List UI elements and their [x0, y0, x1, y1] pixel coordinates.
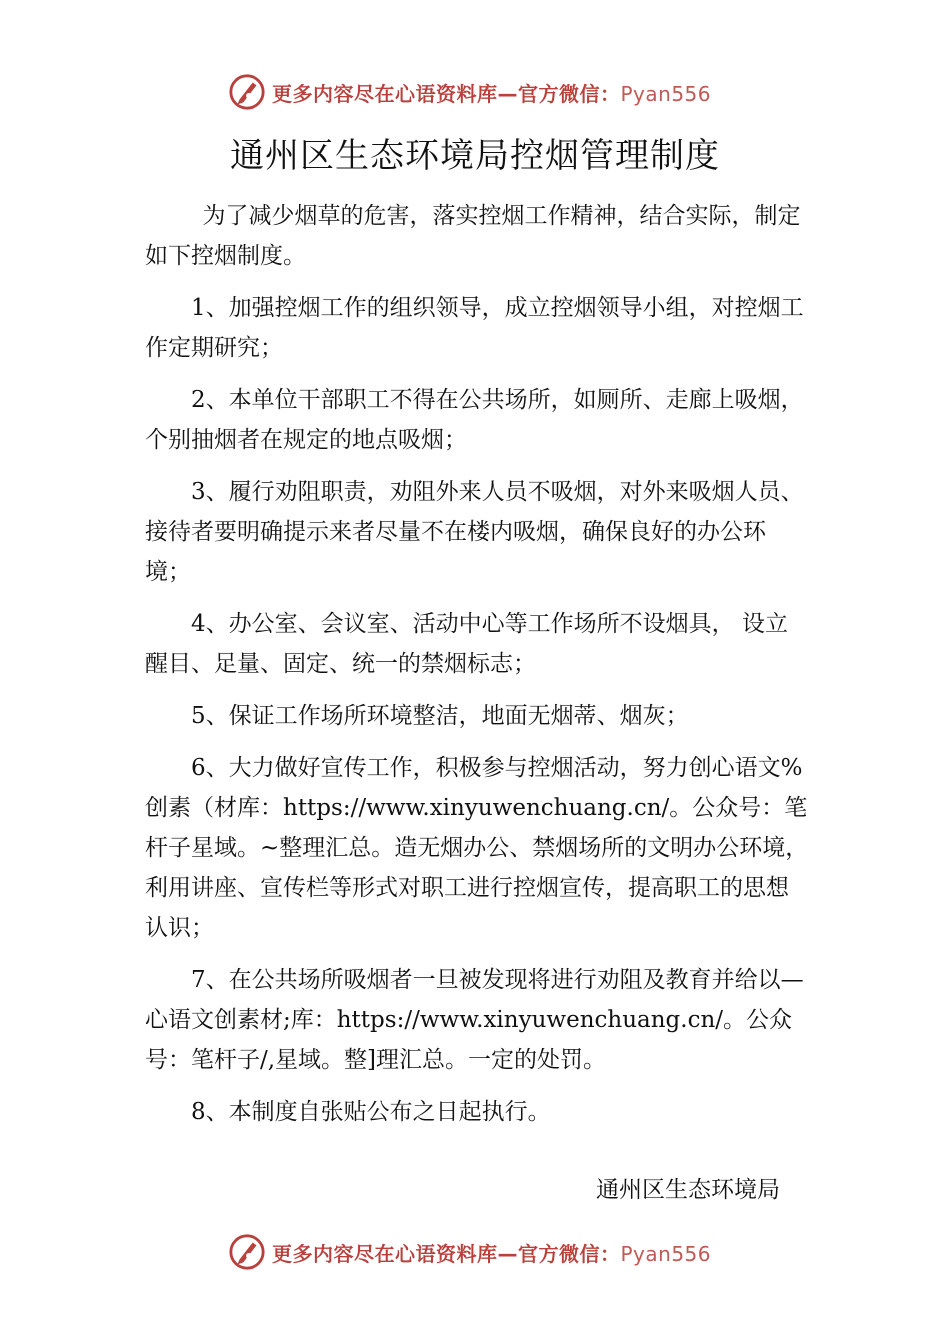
rule-item-1: 1、加强控烟工作的组织领导，成立控烟领导小组，对控烟工作定期研究； [145, 295, 804, 361]
banner-text: 更多内容尽在心语资料库—官方微信：Pyan556 [272, 81, 712, 106]
pen-logo-icon [228, 73, 266, 111]
rule-item-3: 3、履行劝阻职责，劝阻外来人员不吸烟，对外来吸烟人员、接待者要明确提示来者尽量不在楼内吸烟，确保良好的办公环境； [145, 479, 804, 585]
rule-item-4: 4、办公室、会议室、活动中心等工作场所不设烟具， 设立醒目、足量、固定、统一的禁烟标志； [145, 611, 788, 677]
rule-item-7: 7、在公共场所吸烟者一旦被发现将进行劝阻及教育并给以—心语文创素材;库：https://www.xinyuwenchuang.cn/。公众号：笔杆子/,星域。整]理汇总。一定的处罚。 [145, 967, 804, 1073]
rule-item-2: 2、本单位干部职工不得在公共场所，如厕所、走廊上吸烟，个别抽烟者在规定的地点吸烟； [145, 387, 804, 453]
page-title: 通州区生态环境局控烟管理制度 [230, 136, 720, 176]
rule-item-8: 8、本制度自张贴公布之日起执行。 [191, 1099, 551, 1125]
signature: 通州区生态环境局 [596, 1177, 780, 1203]
rule-item-6: 6、大力做好宣传工作，积极参与控烟活动，努力创心语文%创素（材库：https://www.xinyuwenchuang.cn/。公众号：笔杆子星域。~整理汇总。造无烟办公、禁烟场所的文明办公环境，利用讲座、宣传栏等形式对职工进行控烟宣传，提高职工的思想认识； [145, 755, 809, 941]
document-body [145, 196, 810, 1144]
footer-watermark-banner [228, 1232, 711, 1272]
intro-paragraph: 为了减少烟草的危害，落实控烟工作精神，结合实际，制定如下控烟制度。 [145, 203, 801, 269]
header-watermark-banner [228, 72, 711, 112]
banner-text: 更多内容尽在心语资料库—官方微信：Pyan556 [272, 1241, 712, 1266]
pen-logo-icon [228, 1233, 266, 1271]
rule-item-5: 5、保证工作场所环境整洁，地面无烟蒂、烟灰； [191, 703, 689, 729]
